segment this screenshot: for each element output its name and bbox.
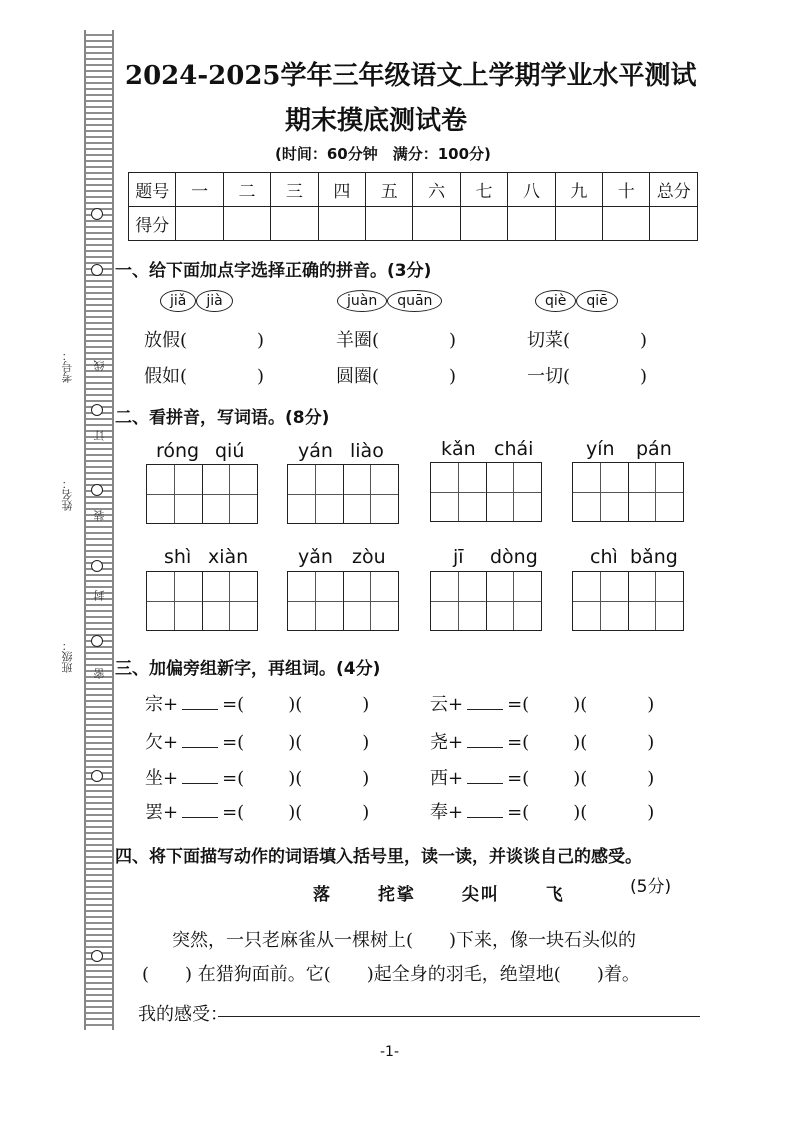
radical-blank[interactable] <box>182 693 218 710</box>
radical-blank[interactable] <box>182 767 218 784</box>
binding-label-install: 装 <box>93 510 106 521</box>
pinyin-label: qiú <box>215 440 245 462</box>
score-input-cell[interactable] <box>413 207 460 241</box>
exam-subtitle: 期末摸底测试卷 <box>285 106 468 136</box>
mid-paren: )( <box>288 694 303 715</box>
pinyin-label: yǎn <box>298 546 333 568</box>
radical-row <box>430 764 654 790</box>
eq-paren: =( <box>507 802 530 823</box>
pinyin-label: pán <box>636 438 672 460</box>
plus-sign: + <box>163 694 179 715</box>
score-cell: 八 <box>508 173 555 207</box>
grid-cell[interactable] <box>147 465 203 523</box>
pinyin-option[interactable]: qiè <box>535 290 576 312</box>
radical-blank[interactable] <box>182 801 218 818</box>
radical-row <box>145 798 369 824</box>
feeling-label: 我的感受： <box>138 1004 228 1025</box>
pinyin-options-2 <box>337 290 442 312</box>
grid-cell[interactable] <box>147 572 203 630</box>
end-paren: ) <box>647 732 655 753</box>
mid-paren: )( <box>573 694 588 715</box>
class-field[interactable]: 班级： <box>61 640 74 673</box>
score-input-cell[interactable] <box>223 207 270 241</box>
eq-paren: =( <box>222 732 245 753</box>
binding-label-secret: 密 <box>93 668 106 679</box>
word-text: 圆圈( <box>336 366 380 387</box>
binding-label-order: 订 <box>93 430 106 441</box>
word-bank <box>313 880 603 905</box>
radical-row <box>145 690 369 716</box>
mid-paren: )( <box>573 768 588 789</box>
binding-hole-icon <box>91 560 103 572</box>
writing-grid[interactable] <box>430 571 542 631</box>
mid-paren: )( <box>288 768 303 789</box>
passage-line-2: ( ) 在猎狗面前。它( )起全身的羽毛，绝望地( )着。 <box>142 964 640 985</box>
section2-title: 二、看拼音，写词语。(8分) <box>115 408 330 428</box>
mid-paren: )( <box>573 802 588 823</box>
writing-grid[interactable] <box>287 464 399 524</box>
eq-paren: =( <box>507 768 530 789</box>
radical-blank[interactable] <box>182 731 218 748</box>
close-paren: ) <box>640 366 648 387</box>
base-char: 云 <box>430 694 448 715</box>
close-paren: ) <box>257 366 265 387</box>
radical-row <box>430 798 654 824</box>
grid-cell[interactable] <box>629 463 684 521</box>
pinyin-option[interactable]: qiē <box>576 290 617 312</box>
section4-points: (5分) <box>630 877 672 897</box>
writing-grid[interactable] <box>146 571 258 631</box>
writing-grid[interactable] <box>572 571 684 631</box>
pinyin-option[interactable]: juàn <box>337 290 387 312</box>
section3-title: 三、加偏旁组新字，再组词。(4分) <box>115 659 381 679</box>
pinyin-label: kǎn <box>441 438 476 460</box>
end-paren: ) <box>362 802 370 823</box>
mid-paren: )( <box>573 732 588 753</box>
grid-cell[interactable] <box>288 572 344 630</box>
grid-cell[interactable] <box>203 465 258 523</box>
base-char: 尧 <box>430 732 448 753</box>
binding-hole-icon <box>91 770 103 782</box>
word-item <box>527 362 647 388</box>
word-bank-item: 尖叫 <box>461 885 500 905</box>
end-paren: ) <box>647 694 655 715</box>
score-cell: 六 <box>413 173 460 207</box>
score-cell: 七 <box>460 173 507 207</box>
score-input-cell[interactable] <box>366 207 413 241</box>
base-char: 罢 <box>145 802 163 823</box>
mid-paren: )( <box>288 732 303 753</box>
exam-title: 2024-2025学年三年级语文上学期学业水平测试 <box>125 61 697 91</box>
pinyin-label: liào <box>350 440 384 462</box>
pinyin-option[interactable]: jiǎ <box>160 290 196 312</box>
binding-hole-icon <box>91 484 103 496</box>
section1-title: 一、给下面加点字选择正确的拼音。(3分) <box>115 261 432 281</box>
pinyin-option[interactable]: jià <box>196 290 232 312</box>
binding-hole-icon <box>91 404 103 416</box>
eq-paren: =( <box>507 732 530 753</box>
base-char: 欠 <box>145 732 163 753</box>
base-char: 西 <box>430 768 448 789</box>
radical-blank[interactable] <box>467 731 503 748</box>
end-paren: ) <box>362 694 370 715</box>
eq-paren: =( <box>222 694 245 715</box>
eq-paren: =( <box>222 768 245 789</box>
score-cell: 十 <box>603 173 650 207</box>
word-item <box>336 362 456 388</box>
close-paren: ) <box>449 366 457 387</box>
mid-paren: )( <box>288 802 303 823</box>
radical-blank[interactable] <box>467 767 503 784</box>
writing-grid[interactable] <box>287 571 399 631</box>
radical-row <box>430 728 654 754</box>
score-input-cell[interactable] <box>555 207 602 241</box>
pinyin-label: chái <box>494 438 534 460</box>
pinyin-label: yán <box>298 440 333 462</box>
word-item <box>144 362 264 388</box>
eq-paren: =( <box>507 694 530 715</box>
word-text: 放假( <box>144 330 188 351</box>
binding-hole-icon <box>91 635 103 647</box>
score-cell: 一 <box>176 173 223 207</box>
pinyin-label: chì <box>590 546 618 568</box>
student-id-field[interactable]: 考号： <box>61 350 74 383</box>
score-table <box>128 172 698 241</box>
pinyin-label: dòng <box>490 546 538 568</box>
pinyin-label: shì <box>164 546 192 568</box>
pinyin-label: róng <box>156 440 200 462</box>
score-table-score-row <box>129 207 698 241</box>
feeling-answer-line[interactable] <box>218 1016 700 1017</box>
radical-row <box>430 690 654 716</box>
grid-cell[interactable] <box>629 572 684 630</box>
word-text: 假如( <box>144 366 188 387</box>
end-paren: ) <box>647 768 655 789</box>
score-cell: 总分 <box>650 173 698 207</box>
score-input-cell[interactable] <box>460 207 507 241</box>
base-char: 宗 <box>145 694 163 715</box>
plus-sign: + <box>163 768 179 789</box>
radical-row <box>145 764 369 790</box>
grid-cell[interactable] <box>573 572 629 630</box>
exam-meta: (时间：60分钟 满分：100分) <box>275 145 491 163</box>
grid-cell[interactable] <box>203 572 258 630</box>
word-text: 切菜( <box>527 330 571 351</box>
plus-sign: + <box>448 694 464 715</box>
grid-cell[interactable] <box>344 465 399 523</box>
pinyin-label: zòu <box>352 546 386 568</box>
score-cell: 五 <box>366 173 413 207</box>
pinyin-label: bǎng <box>630 546 678 568</box>
score-cell: 题号 <box>129 173 176 207</box>
radical-row <box>145 728 369 754</box>
word-text: 羊圈( <box>336 330 380 351</box>
word-item <box>336 326 456 352</box>
passage-line-1: 突然，一只老麻雀从一棵树上( )下来，像一块石头似的 <box>172 930 637 951</box>
score-input-cell[interactable] <box>176 207 223 241</box>
close-paren: ) <box>449 330 457 351</box>
score-input-cell[interactable] <box>318 207 365 241</box>
plus-sign: + <box>163 732 179 753</box>
binding-hole-icon <box>91 950 103 962</box>
binding-strip <box>84 30 114 1030</box>
radical-blank[interactable] <box>467 801 503 818</box>
base-char: 奉 <box>430 802 448 823</box>
close-paren: ) <box>257 330 265 351</box>
grid-cell[interactable] <box>344 572 399 630</box>
end-paren: ) <box>362 768 370 789</box>
pinyin-label: jī <box>453 546 464 568</box>
grid-cell[interactable] <box>431 572 487 630</box>
word-item <box>144 326 264 352</box>
base-char: 坐 <box>145 768 163 789</box>
writing-grid[interactable] <box>146 464 258 524</box>
writing-grid[interactable] <box>572 462 684 522</box>
student-name-field[interactable]: 姓名： <box>61 478 74 511</box>
score-cell: 二 <box>223 173 270 207</box>
page-number: -1- <box>380 1044 400 1060</box>
grid-cell[interactable] <box>487 572 542 630</box>
section4-title: 四、将下面描写动作的词语填入括号里，读一读，并谈谈自己的感受。 <box>115 847 642 867</box>
plus-sign: + <box>163 802 179 823</box>
score-input-cell[interactable] <box>271 207 318 241</box>
word-bank-item: 落 <box>313 885 332 905</box>
radical-blank[interactable] <box>467 693 503 710</box>
score-input-cell[interactable] <box>603 207 650 241</box>
word-text: 一切( <box>527 366 571 387</box>
score-cell: 三 <box>271 173 318 207</box>
grid-cell[interactable] <box>487 463 542 521</box>
plus-sign: + <box>448 802 464 823</box>
plus-sign: + <box>448 732 464 753</box>
score-input-cell[interactable] <box>650 207 698 241</box>
binding-label-seal: 封 <box>93 590 106 601</box>
pinyin-options-1 <box>160 290 233 312</box>
eq-paren: =( <box>222 802 245 823</box>
binding-hole-icon <box>91 208 103 220</box>
pinyin-options-3 <box>535 290 618 312</box>
end-paren: ) <box>362 732 370 753</box>
score-input-cell[interactable] <box>508 207 555 241</box>
grid-cell[interactable] <box>288 465 344 523</box>
pinyin-label: yín <box>586 438 615 460</box>
binding-hole-icon <box>91 264 103 276</box>
score-cell: 九 <box>555 173 602 207</box>
pinyin-option[interactable]: quān <box>387 290 442 312</box>
word-bank-item: 飞 <box>545 885 565 905</box>
word-item <box>527 326 647 352</box>
end-paren: ) <box>647 802 655 823</box>
binding-label-line: 线 <box>93 360 106 371</box>
plus-sign: + <box>448 768 464 789</box>
pinyin-label: xiàn <box>208 546 249 568</box>
word-bank-item: 挓挲 <box>377 885 416 905</box>
grid-cell[interactable] <box>431 463 487 521</box>
writing-grid[interactable] <box>430 462 542 522</box>
score-table-header-row <box>129 173 698 207</box>
score-row-label: 得分 <box>129 207 176 241</box>
close-paren: ) <box>640 330 648 351</box>
grid-cell[interactable] <box>573 463 629 521</box>
score-cell: 四 <box>318 173 365 207</box>
